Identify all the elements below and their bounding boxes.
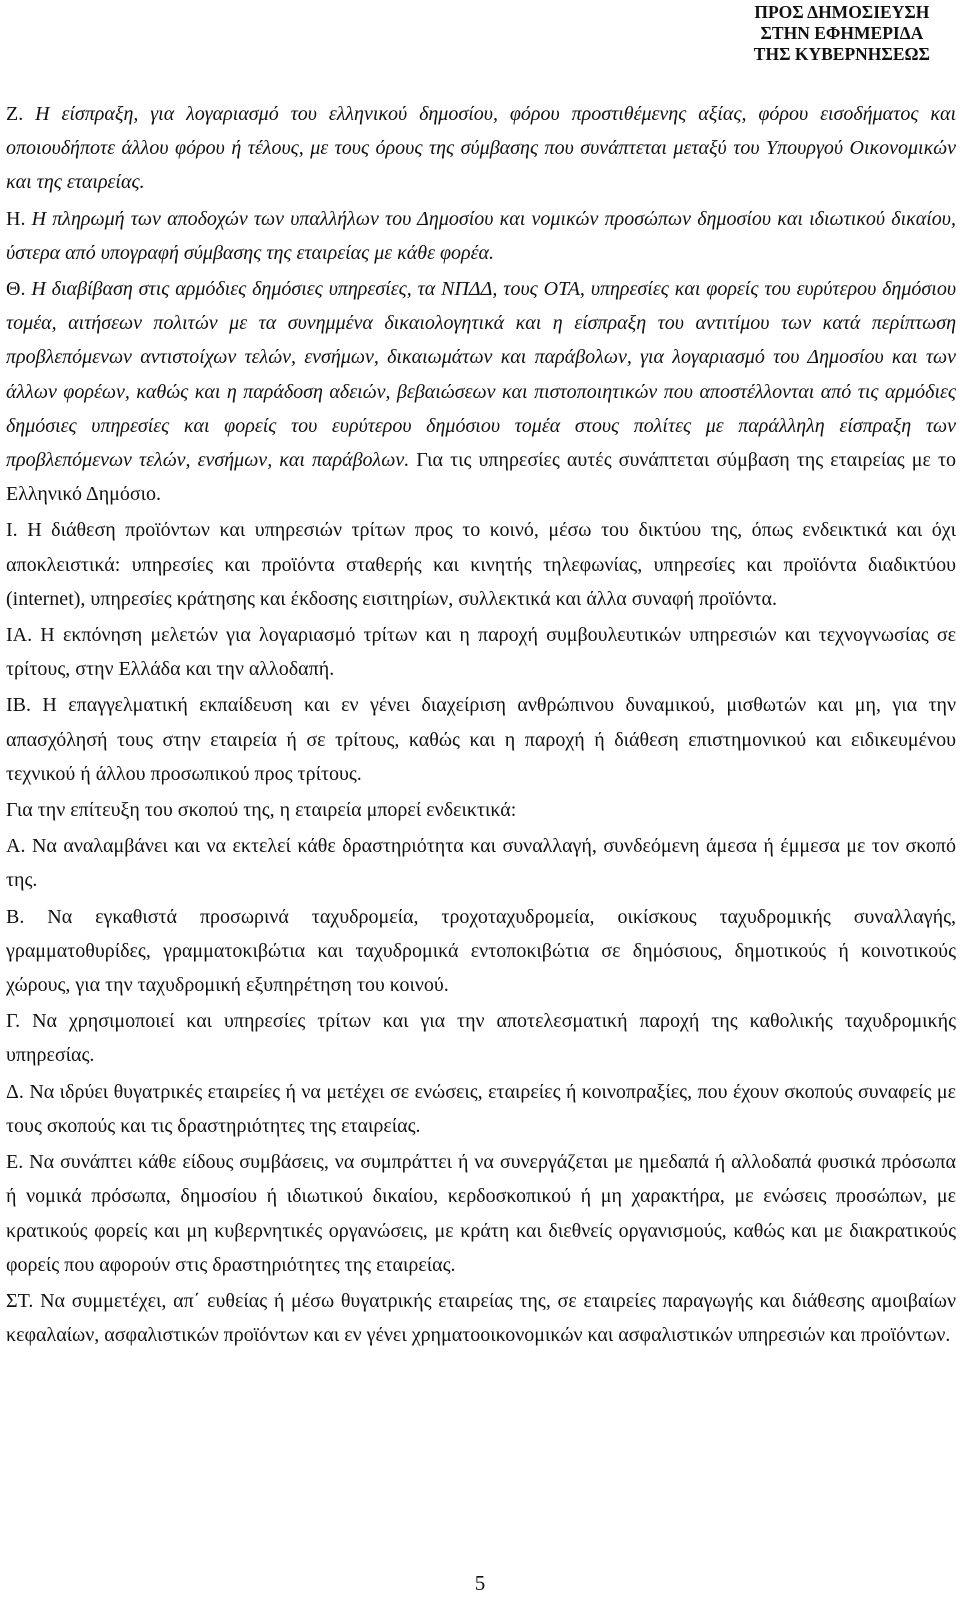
paragraph-text: Να συνάπτει κάθε είδους συμβάσεις, να συμπράττει ή να συνεργάζεται με ημεδαπά ή αλλοδαπά φυσικά πρόσωπα ή νομικά πρόσωπα, δημοσίου ή ιδιωτικού δικαίου, κερδοσκοπικού ή μη χαρακτήρα, με ενώσεις προσώπων, με κρατικούς φορείς και μη κυβερνητικές οργανώσεις, με κράτη και διεθνείς οργανισμούς, καθώς και με διακρατικούς φορείς που αφορούν στις δραστηριότητες της εταιρείας. xyxy=(6,1151,956,1276)
paragraph xyxy=(6,793,956,827)
paragraph-label: Η. xyxy=(6,207,26,230)
paragraph xyxy=(6,829,956,897)
paragraph-label: Ζ. xyxy=(6,103,24,125)
paragraph xyxy=(6,272,956,511)
paragraph-text: Η πληρωμή των αποδοχών των υπαλλήλων του Δημοσίου και νομικών προσώπων δημοσίου και ιδιωτικού δικαίου, ύστερα από υπογραφή σύμβασης της εταιρείας με κάθε φορέα. xyxy=(6,207,956,264)
paragraph xyxy=(6,1145,956,1282)
paragraph-label: Α. xyxy=(6,835,26,858)
paragraph-text: Η διάθεση προϊόντων και υπηρεσιών τρίτων προς το κοινό, μέσω του δικτύου της, όπως ενδεικτικά και όχι αποκλειστικά: υπηρεσίες και προϊόντα σταθερής και κινητής τηλεφωνίας, υπηρεσίες και προϊόντα διαδικτύου (internet), υπηρεσίες κράτησης και έκδοσης εισιτηρίων, συλλεκτικά και άλλα συναφή προϊόντα. xyxy=(6,519,956,610)
paragraph-text: Η εκπόνηση μελετών για λογαριασμό τρίτων και η παροχή συμβουλευτικών υπηρεσιών και τεχνογνωσίας σε τρίτους, στην Ελλάδα και την αλλοδαπή. xyxy=(6,624,956,681)
paragraph xyxy=(6,1004,956,1072)
paragraph xyxy=(6,97,956,200)
paragraph-text: Η επαγγελματική εκπαίδευση και εν γένει διαχείριση ανθρώπινου δυναμικού, μισθωτών και μη, για την απασχόλησή τους στην εταιρεία ή σε τρίτους, καθώς και η παροχή ή διάθεση επιστημονικού και ειδικευμένου τεχνικού ή άλλου προσωπικού προς τρίτους. xyxy=(6,694,956,785)
paragraph-text: Για τις υπηρεσίες αυτές συνάπτεται σύμβαση της εταιρείας με το Ελληνικό Δημόσιο. xyxy=(6,449,956,506)
paragraph xyxy=(6,1284,956,1352)
header-line-2: ΣΤΗΝ ΕΦΗΜΕΡΙΔΑ xyxy=(760,23,924,43)
paragraph-label: Θ. xyxy=(6,278,26,301)
paragraph-text: Για την επίτευξη του σκοπού της, η εταιρεία μπορεί ενδεικτικά: xyxy=(6,799,517,822)
page-number: 5 xyxy=(474,1571,486,1595)
paragraph-text: Να χρησιμοποιεί και υπηρεσίες τρίτων και για την αποτελεσματική παροχή της καθολικής ταχυδρομικής υπηρεσίας. xyxy=(6,1010,956,1067)
paragraph-label: Γ. xyxy=(6,1010,21,1033)
paragraph-text: Να συμμετέχει, απ΄ ευθείας ή μέσω θυγατρικής εταιρείας της, σε εταιρείες παραγωγής και διάθεσης αμοιβαίων κεφαλαίων, ασφαλιστικών προϊόντων και εν γένει χρηματοοικονομικών και ασφαλιστικών υπηρεσιών και προϊόντων. xyxy=(6,1289,956,1347)
paragraph xyxy=(6,1075,956,1143)
publication-header xyxy=(754,2,930,65)
paragraph-text: Να ιδρύει θυγατρικές εταιρείες ή να μετέχει σε ενώσεις, εταιρείες ή κοινοπραξίες, που έχουν σκοπούς συναφείς με τους σκοπούς και τις δραστηριότητες της εταιρείας. xyxy=(6,1080,956,1137)
header-line-3: ΤΗΣ ΚΥΒΕΡΝΗΣΕΩΣ xyxy=(753,44,930,64)
paragraph xyxy=(6,688,956,791)
paragraph-label: ΙΒ. xyxy=(6,694,31,717)
document-body xyxy=(6,97,956,1354)
paragraph-label: Ε. xyxy=(6,1151,24,1174)
paragraph xyxy=(6,202,956,270)
header-line-1: ΠΡΟΣ ΔΗΜΟΣΙΕΥΣΗ xyxy=(754,2,930,22)
paragraph-label: Β. xyxy=(6,905,25,928)
paragraph-text: Να εγκαθιστά προσωρινά ταχυδρομεία, τροχοταχυδρομεία, οικίσκους ταχυδρομικής συναλλαγής, γραμματοθυρίδες, γραμματοκιβώτια και ταχυδρομικά εντοποκιβώτια σε δημόσιους, δημοτικούς ή κοινοτικούς χώρους, για την ταχυδρομική εξυπηρέτηση του κοινού. xyxy=(6,905,956,997)
paragraph-label: Ι. xyxy=(6,519,18,542)
paragraph-text: Η είσπραξη, για λογαριασμό του ελληνικού δημοσίου, φόρου προστιθέμενης αξίας, φόρου εισοδήματος και οποιουδήποτε άλλου φόρου ή τέλους, με τους όρους της σύμβασης που συνάπτεται μεταξύ του Υπουργού Οικονομικών και της εταιρείας. xyxy=(6,103,956,194)
paragraph xyxy=(6,513,956,616)
paragraph-label: ΙΑ. xyxy=(6,624,33,647)
paragraph-text: Να αναλαμβάνει και να εκτελεί κάθε δραστηριότητα και συναλλαγή, συνδεόμενη άμεσα ή έμμεσα με τον σκοπό της. xyxy=(6,835,956,892)
paragraph xyxy=(6,900,956,1003)
paragraph-label: Δ. xyxy=(6,1080,24,1103)
paragraph xyxy=(6,618,956,686)
paragraph-label: ΣΤ. xyxy=(6,1289,34,1312)
paragraph-text: Η διαβίβαση στις αρμόδιες δημόσιες υπηρεσίες, τα ΝΠΔΔ, τους ΟΤΑ, υπηρεσίες και φορείς του ευρύτερου δημόσιου τομέα, αιτήσεων πολιτών με τα συνημμένα δικαιολογητικά και η είσπραξη του αντιτίμου των κατά περίπτωση προβλεπόμενων αντιστοίχων τελών, ενσήμων, δικαιωμάτων και παράβολων, για λογαριασμό του Δημοσίου και των άλλων φορέων, καθώς και η παράδοση αδειών, βεβαιώσεων και πιστοποιητικών που αποστέλλονται από τις αρμόδιες δημόσιες υπηρεσίες και φορείς του ευρύτερου δημόσιου τομέα στους πολίτες με παράλληλη είσπραξη των προβλεπόμενων τελών, ενσήμων, και παράβολων. xyxy=(6,278,956,472)
